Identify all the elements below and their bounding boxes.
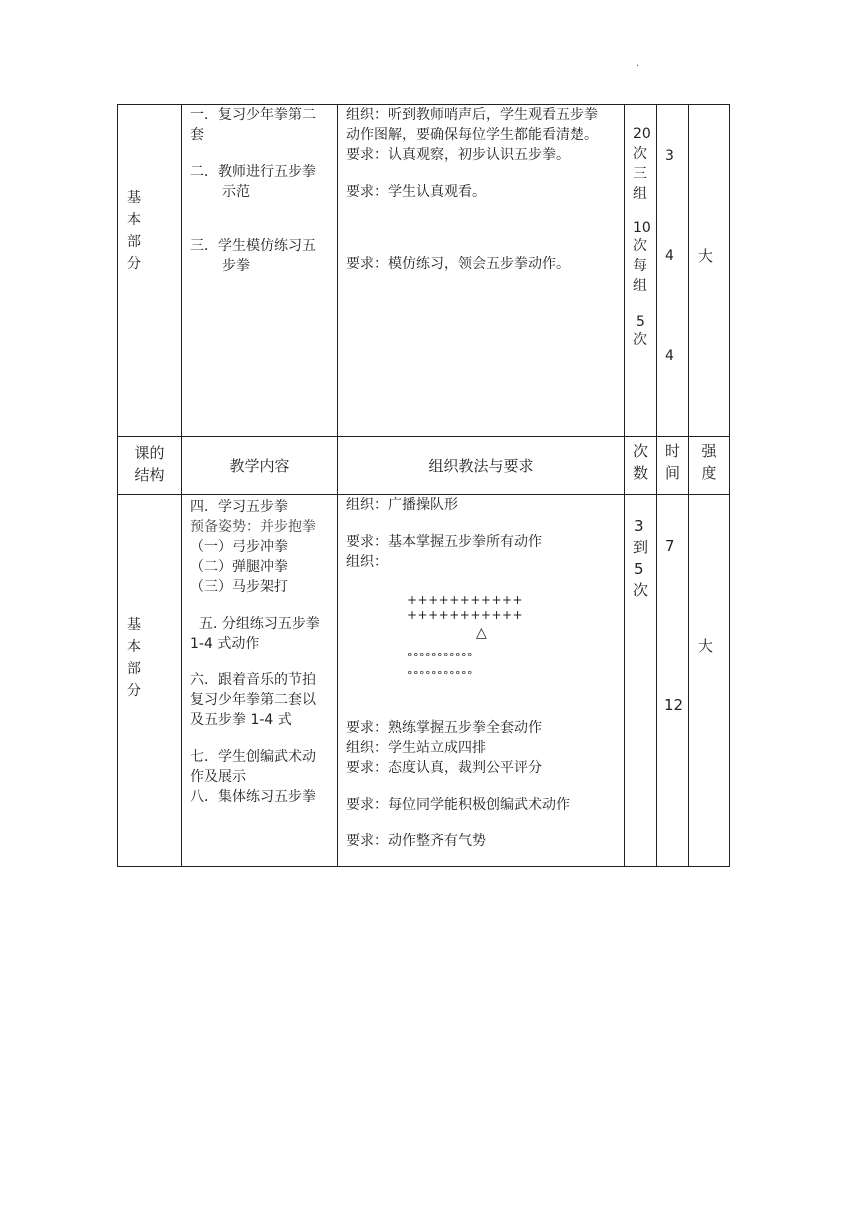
header-intensity	[689, 440, 729, 484]
times-value: 次	[633, 146, 647, 162]
teacher-triangle-icon: △	[476, 625, 488, 641]
times-value: 5	[636, 314, 645, 330]
content-item-1-cont: 套	[190, 127, 204, 143]
content-item-6-cont: 复习少年拳第二套以	[190, 692, 316, 708]
content-item-6-cont: 及五步拳 1-4 式	[190, 712, 292, 728]
content-item-1: 一．复习少年拳第二	[190, 107, 316, 123]
times-value: 10	[633, 220, 651, 236]
formation-student-row: +++++++++++	[407, 593, 524, 607]
header-structure-line: 结构	[134, 466, 165, 484]
method-line: 要求：基本掌握五步拳所有动作	[346, 534, 542, 550]
table-col-divider	[688, 104, 689, 867]
minutes-value: 4	[665, 248, 674, 264]
times-value: 组	[633, 278, 647, 294]
content-sub-item: 预备姿势：并步抱拳	[190, 519, 316, 535]
times-value: 20	[633, 126, 651, 142]
times-value: 次	[633, 332, 647, 348]
part-label-char: 基	[127, 190, 141, 206]
content-item-3: 三．学生模仿练习五	[190, 238, 316, 254]
part-label-char: 分	[127, 683, 141, 699]
formation-student-row: °°°°°°°°°°°	[407, 651, 473, 664]
header-times-char: 次	[632, 442, 648, 460]
content-sub-item: （三）马步架打	[190, 579, 288, 595]
part-label-char: 分	[127, 256, 141, 272]
times-value: 次	[633, 581, 649, 599]
page-mark: .	[636, 58, 640, 69]
method-line: 要求：每位同学能积极创编武术动作	[346, 797, 570, 813]
content-item-5-cont: 1-4 式动作	[190, 636, 260, 652]
formation-student-row: +++++++++++	[407, 608, 524, 622]
times-value: 次	[633, 238, 647, 254]
content-item-4: 四．学习五步拳	[190, 499, 288, 515]
table-col-divider	[624, 104, 625, 867]
content-item-5: 五. 分组练习五步拳	[199, 616, 320, 632]
header-structure-line: 课的	[134, 444, 165, 462]
header-time-char: 时	[664, 442, 680, 460]
header-method: 组织教法与要求	[428, 457, 534, 475]
header-time-char: 间	[664, 464, 680, 482]
header-times-char: 数	[632, 464, 648, 482]
part-label	[124, 614, 144, 702]
header-content: 教学内容	[229, 457, 290, 475]
part-label	[124, 187, 144, 275]
part-label-char: 部	[127, 234, 141, 250]
method-line: 组织：	[346, 554, 388, 570]
content-sub-item: （二）弹腿冲拳	[190, 559, 288, 575]
header-intensity-char: 强	[701, 442, 717, 460]
header-intensity-char: 度	[701, 464, 717, 482]
part-label-char: 本	[127, 639, 141, 655]
table-row-divider	[117, 436, 730, 437]
method-line: 要求：认真观察，初步认识五步拳。	[346, 147, 570, 163]
method-line: 要求：模仿练习，领会五步拳动作。	[346, 256, 570, 272]
minutes-value: 4	[665, 348, 674, 364]
minutes-value: 12	[664, 696, 684, 714]
times-value: 三	[633, 166, 647, 182]
method-line: 组织：广播操队形	[346, 497, 458, 513]
content-item-6: 六．跟着音乐的节拍	[190, 672, 316, 688]
method-line: 组织：听到教师哨声后，学生观看五步拳	[346, 107, 598, 123]
content-item-2-cont: 示范	[222, 184, 250, 200]
method-line: 动作图解，要确保每位学生都能看清楚。	[346, 127, 598, 143]
content-item-7: 七．学生创编武术动	[190, 749, 316, 765]
part-label-char: 本	[127, 212, 141, 228]
part-label-char: 部	[127, 661, 141, 677]
part-label-char: 基	[127, 617, 141, 633]
method-line: 组织：学生站立成四排	[346, 740, 486, 756]
header-times	[625, 440, 656, 484]
header-time	[657, 440, 688, 484]
content-sub-item: （一）弓步冲拳	[190, 539, 288, 555]
table-col-divider	[337, 104, 338, 867]
times-value: 组	[633, 186, 647, 202]
times-value: 5	[634, 560, 644, 578]
content-item-8: 八．集体练习五步拳	[190, 789, 316, 805]
table-col-divider	[181, 104, 182, 867]
table-border-bottom	[117, 866, 730, 867]
intensity-value: 大	[698, 247, 714, 265]
method-line: 要求：熟练掌握五步拳全套动作	[346, 720, 542, 736]
formation-student-row: °°°°°°°°°°°	[407, 669, 473, 682]
content-item-7-cont: 作及展示	[190, 769, 246, 785]
table-col-divider	[656, 104, 657, 867]
header-structure	[118, 442, 181, 486]
times-value: 3	[634, 517, 644, 535]
minutes-value: 3	[665, 148, 674, 164]
table-border-right	[729, 104, 730, 867]
method-line: 要求：态度认真，裁判公平评分	[346, 760, 542, 776]
content-item-2: 二．教师进行五步拳	[190, 164, 316, 180]
intensity-value: 大	[698, 637, 714, 655]
method-line: 要求：学生认真观看。	[346, 184, 486, 200]
content-item-3-cont: 步拳	[222, 258, 250, 274]
minutes-value: 7	[665, 537, 675, 555]
method-line: 要求：动作整齐有气势	[346, 833, 486, 849]
times-value: 每	[633, 258, 647, 274]
times-value: 到	[633, 538, 649, 556]
